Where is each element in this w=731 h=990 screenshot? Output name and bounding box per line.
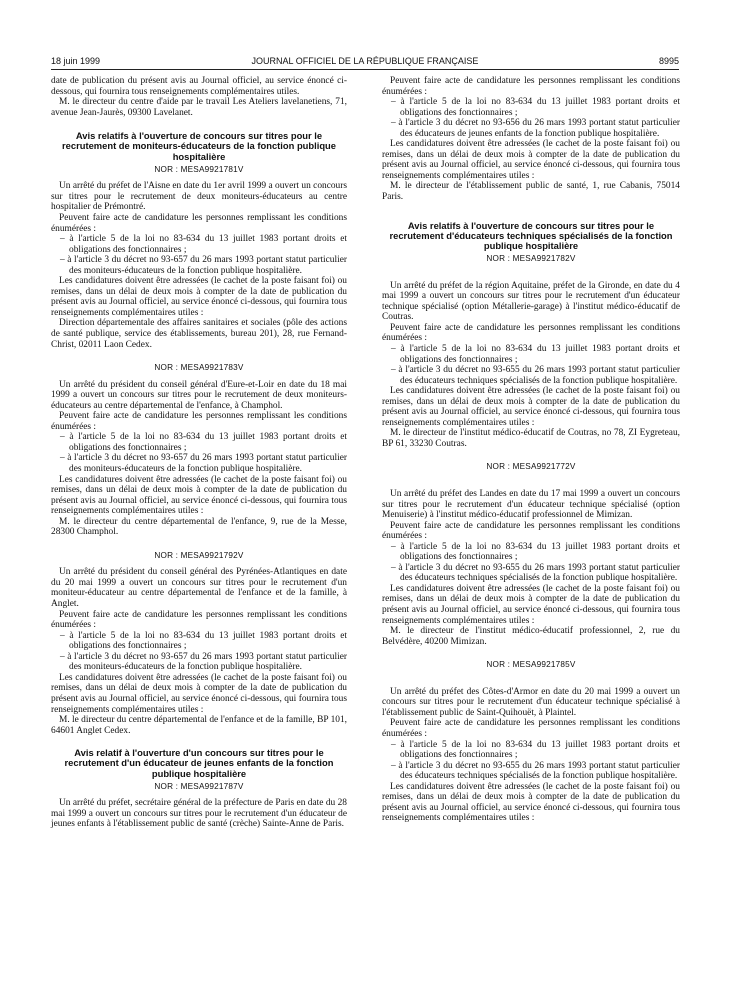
list-item: – à l'article 5 de la loi no 83-634 du 13 juillet 1983 portant droits et obligations des fonctionnaires ;	[391, 97, 680, 118]
list-item: – à l'article 3 du décret no 93-657 du 26 mars 1993 portant statut particulier des moniteurs-éducateurs de la fonction publique hospitalière.	[60, 453, 347, 475]
paragraph: Les candidatures doivent être adressées (le cachet de la poste faisant foi) ou remises, dans un délai de deux mois à compter de la date de publication du présent avis au Journal officiel, au service énoncé ci-dessous, qui fournira tous renseignements complémentaires utiles :	[51, 672, 347, 715]
paragraph: Un arrêté du président du conseil général d'Eure-et-Loir en date du 18 mai 1999 a ouvert un concours sur titres pour le recrutement de deux moniteurs-éducateurs au centre départemental de l'enfance, à Champhol.	[51, 379, 347, 411]
header-date: 18 juin 1999	[51, 56, 101, 66]
paragraph: Les candidatures doivent être adressées (le cachet de la poste faisant foi) ou remises, dans un délai de deux mois à compter de la date de publication du présent avis au Journal officiel, au service énoncé ci-dessous, qui fournira tous renseignements complémentaires utiles :	[382, 781, 680, 824]
paragraph: Un arrêté du préfet, secrétaire général de la préfecture de Paris en date du 28 mai 1999 a ouvert un concours sur titres pour le recrutement d'un éducateur de jeunes enfants à l'établissement public de santé (crèche) Sainte-Anne de Paris.	[51, 798, 347, 830]
paragraph: Peuvent faire acte de candidature les personnes remplissant les conditions énumérées :	[51, 212, 347, 234]
paragraph: M. le directeur de l'établissement public de santé, 1, rue Cabanis, 75014 Paris.	[382, 181, 680, 203]
nor-reference: NOR : MESA9921792V	[154, 550, 244, 560]
left-column	[51, 76, 347, 830]
paragraph: M. le directeur du centre départemental de l'enfance, 9, rue de la Messe, 28300 Champhol.	[51, 516, 347, 538]
paragraph: Un arrêté du préfet de l'Aisne en date du 1er avril 1999 a ouvert un concours sur titres pour le recrutement de deux moniteurs-éducateurs au centre hospitalier de Prémontré.	[51, 181, 347, 213]
list-item: – à l'article 3 du décret no 93-657 du 26 mars 1993 portant statut particulier des moniteurs-éducateurs de la fonction publique hospitalière.	[60, 651, 347, 673]
paragraph: Les candidatures doivent être adressées (le cachet de la poste faisant foi) ou remises, dans un délai de deux mois à compter de la date de publication du présent avis au Journal officiel, au service énoncé ci-dessous, qui fournira tous renseignements complémentaires utiles :	[51, 276, 347, 318]
paragraph: Un arrêté du préfet de la région Aquitaine, préfet de la Gironde, en date du 4 mai 1999 a ouvert un concours sur titres pour le recrutement d'un éducateur technique spécialisé (option Métallerie-garage) à l'institut médico-éducatif de Coutras.	[382, 280, 680, 323]
nor-reference: NOR : MESA9921787V	[154, 781, 244, 791]
journal-title: JOURNAL OFFICIEL DE LA RÉPUBLIQUE FRANÇAISE	[251, 56, 479, 66]
list-item: – à l'article 3 du décret no 93-655 du 26 mars 1993 portant statut particulier des éducateurs techniques spécialisés de la fonction publique hospitalière.	[391, 760, 680, 782]
paragraph: Les candidatures doivent être adressées (le cachet de la poste faisant foi) ou remises, dans un délai de deux mois à compter de la date de publication du présent avis au Journal officiel, au service énoncé ci-dessous, qui fournira tous renseignements complémentaires utiles :	[382, 583, 680, 626]
paragraph: M. le directeur du centre d'aide par le travail Les Ateliers lavelanetiens, 71, avenue Jean-Jaurès, 09300 Lavelanet.	[51, 97, 347, 118]
paragraph: Un arrêté du préfet des Landes en date du 17 mai 1999 a ouvert un concours sur titres pour le recrutement d'un éducateur technique spécialisé (option Menuiserie) à l'institut médico-éducatif professionnel de Mimizan.	[382, 489, 680, 521]
nor-reference: NOR : MESA9921783V	[154, 363, 244, 373]
paragraph: Direction départementale des affaires sanitaires et sociales (pôle des actions de santé publique, service des établissements, bureau 201), 28, rue Fernand-Christ, 02011 Laon Cedex.	[51, 318, 347, 350]
paragraph: date de publication du présent avis au Journal officiel, au service énoncé ci-dessous, qui fournira tous renseignements complémentaires utiles.	[51, 76, 347, 97]
nor-reference: NOR : MESA9921785V	[486, 660, 576, 670]
paragraph: Peuvent faire acte de candidature les personnes remplissant les conditions énumérées :	[382, 322, 680, 344]
nor-reference: NOR : MESA9921782V	[486, 254, 576, 264]
paragraph: Les candidatures doivent être adressées (le cachet de la poste faisant foi) ou remises, dans un délai de deux mois à compter de la date de publication du présent avis au Journal officiel, au service énoncé ci-dessous, qui fournira tous renseignements complémentaires utiles :	[382, 386, 680, 428]
paragraph: Peuvent faire acte de candidature les personnes remplissant les conditions énumérées :	[382, 718, 680, 739]
paragraph: Peuvent faire acte de candidature les personnes remplissant les conditions énumérées :	[382, 76, 680, 97]
header-rule	[51, 69, 679, 70]
paragraph: M. le directeur de l'institut médico-éducatif professionnel, 2, rue du Belvédère, 40200 Mimizan.	[382, 626, 680, 647]
paragraph: M. le directeur du centre départemental de l'enfance et de la famille, BP 101, 64601 Anglet Cedex.	[51, 715, 347, 736]
paragraph: Peuvent faire acte de candidature les personnes remplissant les conditions énumérées :	[382, 520, 680, 542]
section-heading: Avis relatifs à l'ouverture de concours sur titres pour le recrutement d'éducateurs techniques spécialisés de la fonction publique hospitalière	[389, 219, 673, 251]
list-item: – à l'article 5 de la loi no 83-634 du 13 juillet 1983 portant droits et obligations des fonctionnaires ;	[60, 234, 347, 255]
paragraph: Les candidatures doivent être adressées (le cachet de la poste faisant foi) ou remises, dans un délai de deux mois à compter de la date de publication du présent avis au Journal officiel, au service énoncé ci-dessous, qui fournira tous renseignements complémentaires utiles :	[51, 474, 347, 517]
list-item: – à l'article 5 de la loi no 83-634 du 13 juillet 1983 portant droits et obligations des fonctionnaires ;	[391, 541, 680, 563]
paragraph: Peuvent faire acte de candidature les personnes remplissant les conditions énumérées :	[51, 609, 347, 631]
list-item: – à l'article 3 du décret no 93-656 du 26 mars 1993 portant statut particulier des éducateurs de jeunes enfants de la fonction publique hospitalière.	[391, 118, 680, 139]
list-item: – à l'article 5 de la loi no 83-634 du 13 juillet 1983 portant droits et obligations des fonctionnaires ;	[391, 739, 680, 761]
right-column	[382, 76, 680, 824]
list-item: – à l'article 5 de la loi no 83-634 du 13 juillet 1983 portant droits et obligations des fonctionnaires ;	[60, 630, 347, 652]
list-item: – à l'article 5 de la loi no 83-634 du 13 juillet 1983 portant droits et obligations des fonctionnaires ;	[391, 344, 680, 365]
paragraph: Un arrêté du préfet des Côtes-d'Armor en date du 20 mai 1999 a ouvert un concours sur titres pour le recrutement d'un éducateur technique spécialisé à l'établissement public de Saint-Quihouët, à Plaintel.	[382, 686, 680, 718]
list-item: – à l'article 3 du décret no 93-657 du 26 mars 1993 portant statut particulier des moniteurs-éducateurs de la fonction publique hospitalière.	[60, 255, 347, 276]
paragraph: Les candidatures doivent être adressées (le cachet de la poste faisant foi) ou remises, dans un délai de deux mois à compter de la date de publication du présent avis au Journal officiel, au service énoncé ci-dessous, qui fournira tous renseignements complémentaires utiles :	[382, 139, 680, 181]
section-heading: Avis relatif à l'ouverture d'un concours sur titres pour le recrutement d'un éducateur de jeunes enfants de la fonction publique hospitalière	[64, 747, 334, 779]
paragraph: Un arrêté du président du conseil général des Pyrénées-Atlantiques en date du 20 mai 1999 a ouvert un concours sur titres pour le recrutement d'un moniteur-éducateur au centre départemental de l'enfance et de la famille, à Anglet.	[51, 567, 347, 610]
page-number: 8995	[658, 56, 679, 66]
list-item: – à l'article 5 de la loi no 83-634 du 13 juillet 1983 portant droits et obligations des fonctionnaires ;	[60, 432, 347, 453]
paragraph: Peuvent faire acte de candidature les personnes remplissant les conditions énumérées :	[51, 411, 347, 432]
paragraph: M. le directeur de l'institut médico-éducatif de Coutras, no 78, ZI Eygreteau, BP 61, 33230 Coutras.	[382, 428, 680, 449]
page-header	[51, 56, 679, 70]
list-item: – à l'article 3 du décret no 93-655 du 26 mars 1993 portant statut particulier des éducateurs techniques spécialisés de la fonction publique hospitalière.	[391, 365, 680, 386]
list-item: – à l'article 3 du décret no 93-655 du 26 mars 1993 portant statut particulier des éducateurs techniques spécialisés de la fonction publique hospitalière.	[391, 562, 680, 584]
nor-reference: NOR : MESA9921772V	[486, 462, 576, 472]
nor-reference: NOR : MESA9921781V	[154, 164, 244, 174]
section-heading: Avis relatifs à l'ouverture de concours sur titres pour le recrutement de moniteurs-éducateurs de la fonction publique hospitalière	[62, 130, 336, 162]
